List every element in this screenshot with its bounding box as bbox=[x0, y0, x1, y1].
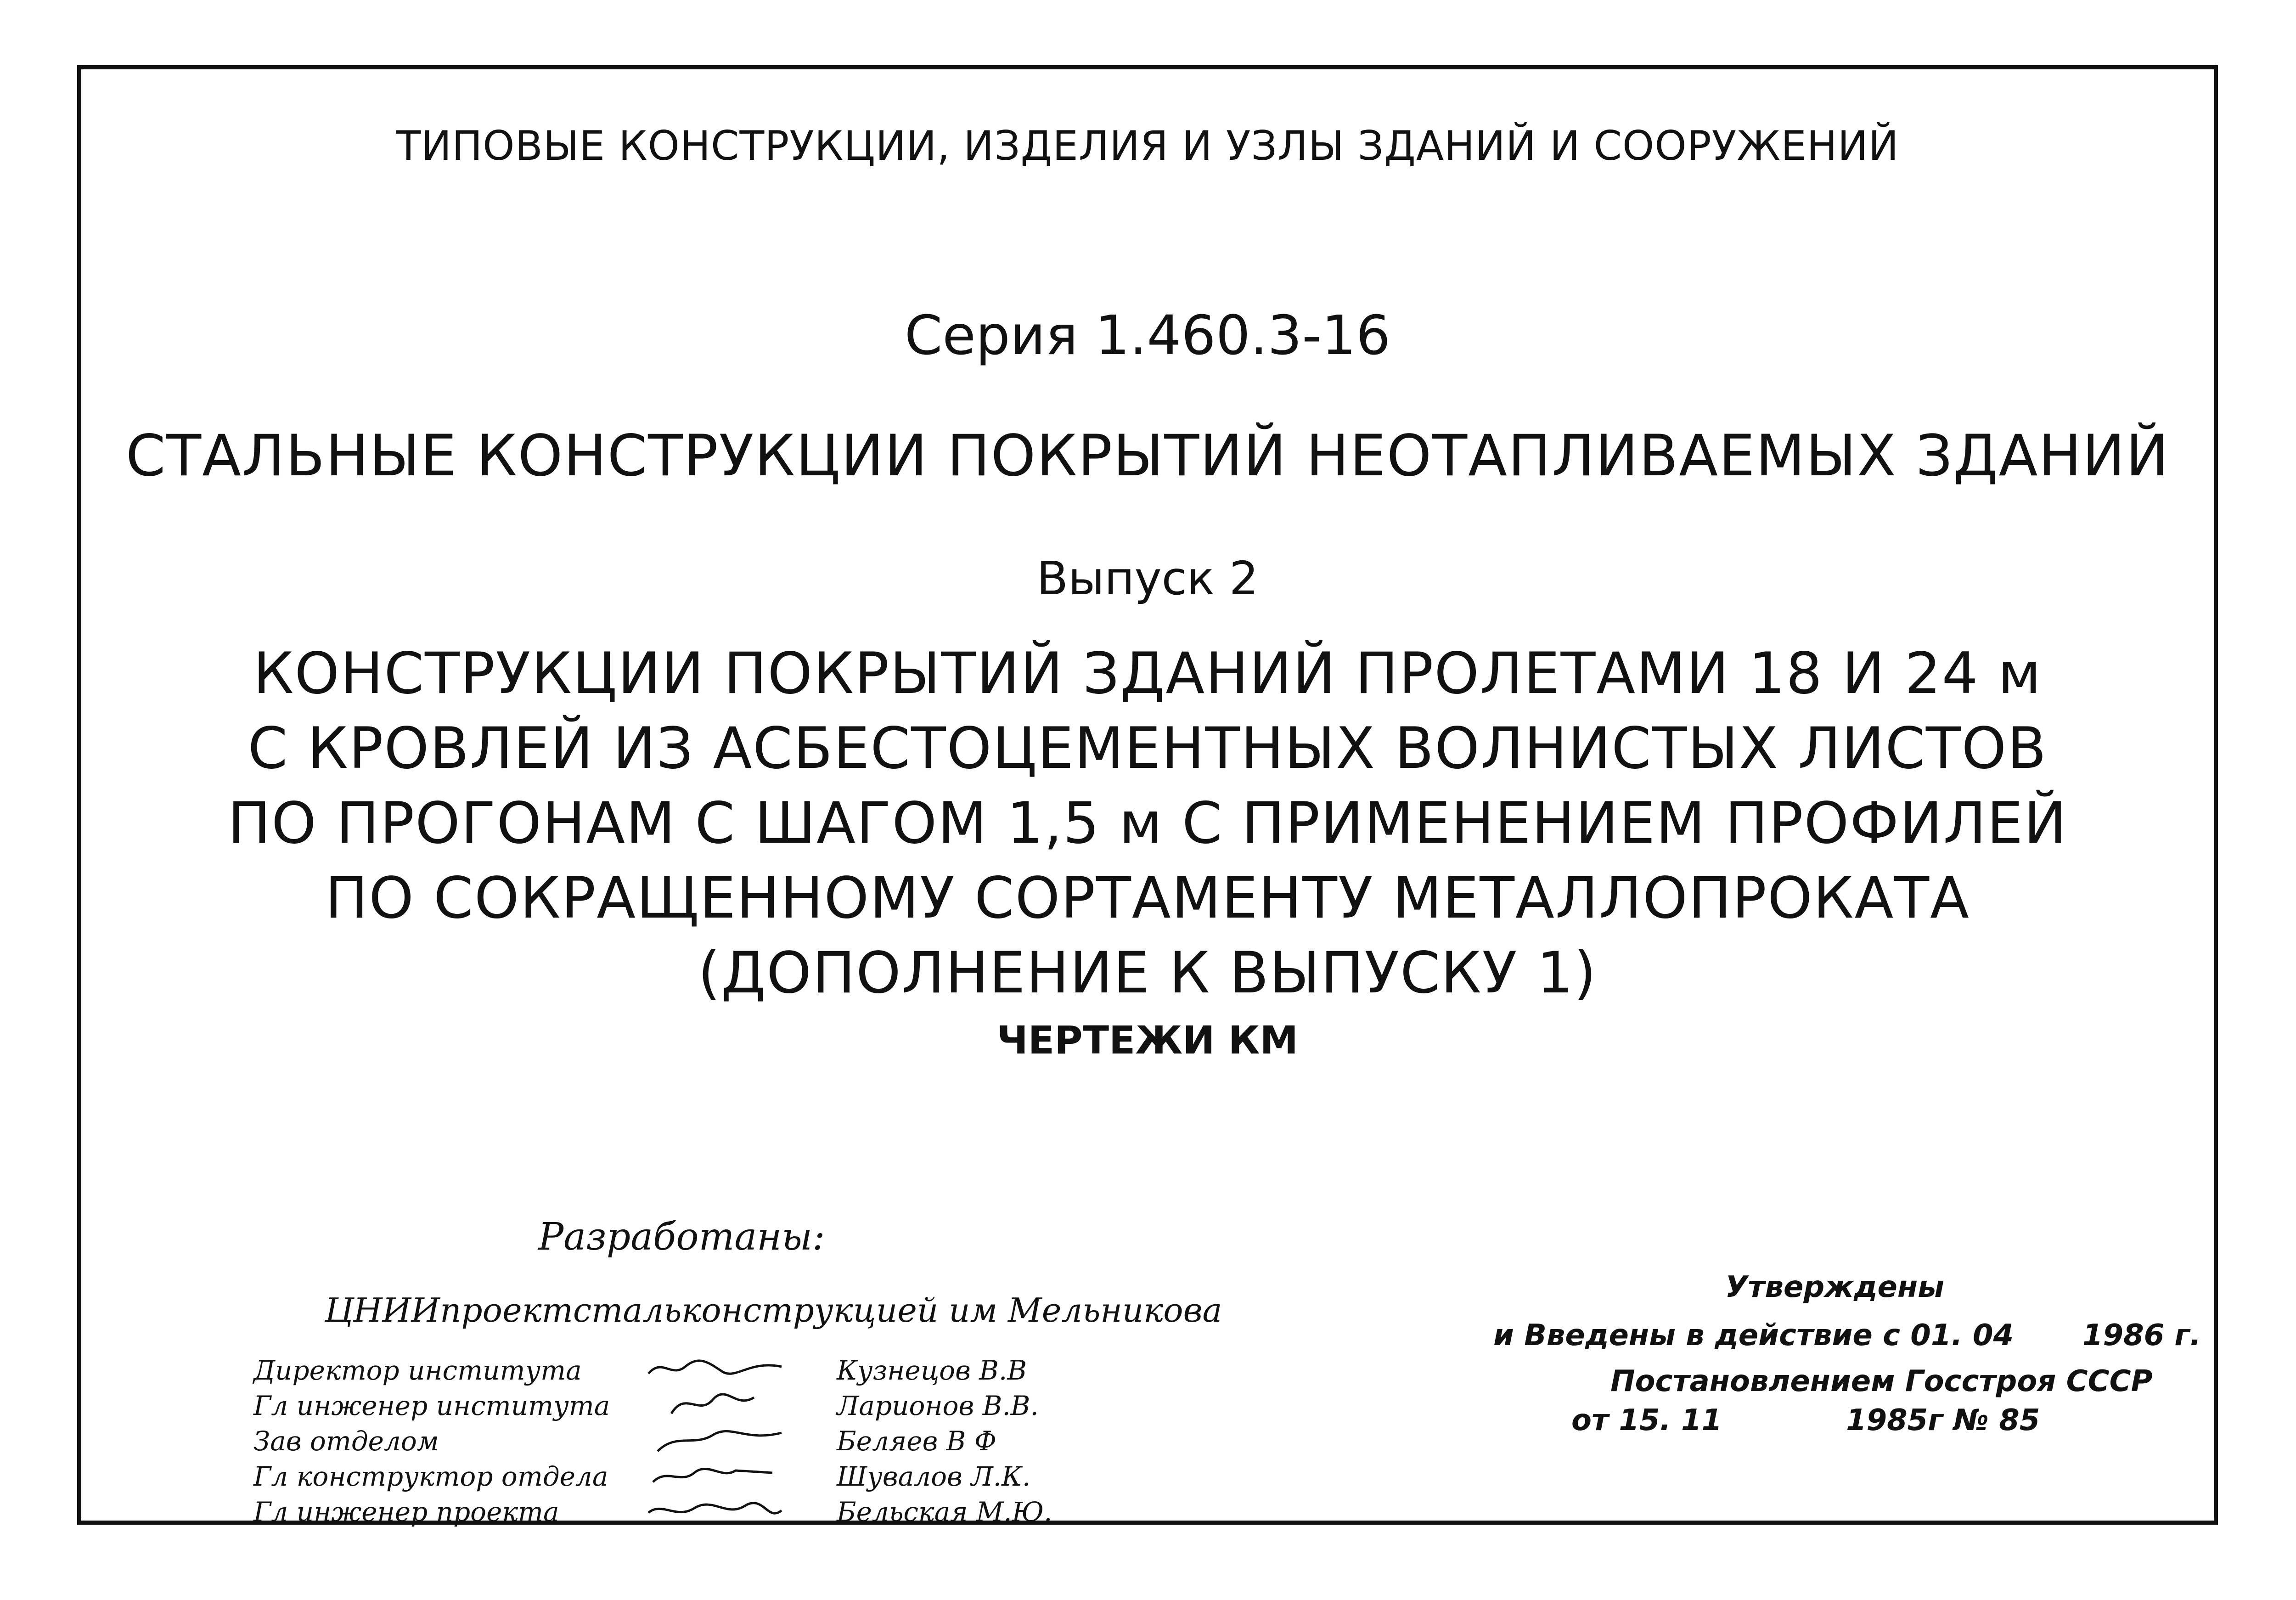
approval-decree: Постановлением Госстроя СССР bbox=[1610, 1364, 2153, 1398]
signature-image bbox=[644, 1388, 786, 1420]
staff-role: Гл инженер института bbox=[253, 1390, 610, 1421]
approval-heading: Утверждены bbox=[1725, 1270, 1945, 1304]
issue-subtitle bbox=[81, 637, 2214, 1011]
decree-number: 1985г № 85 bbox=[1846, 1403, 2040, 1437]
staff-role: Зав отделом bbox=[253, 1425, 439, 1457]
staff-name: Ларионов В.В. bbox=[837, 1390, 1039, 1421]
approval-effective bbox=[1493, 1318, 2201, 1352]
subtitle-line: С КРОВЛЕЙ ИЗ АСБЕСТОЦЕМЕНТНЫХ ВОЛНИСТЫХ ЛИСТОВ bbox=[248, 715, 2048, 782]
issue-number: Выпуск 2 bbox=[1036, 552, 1259, 605]
staff-role: Гл инженер проекта bbox=[253, 1496, 559, 1527]
staff-role: Директор института bbox=[253, 1355, 582, 1386]
developer-organization: ЦНИИпроектстальконструкцией им Мельникова bbox=[325, 1291, 1222, 1330]
signature-image bbox=[644, 1494, 786, 1527]
subtitle-line: ПО ПРОГОНАМ С ШАГОМ 1,5 м С ПРИМЕНЕНИЕМ ПРОФИЛЕЙ bbox=[227, 790, 2068, 856]
decree-date: от 15. 11 bbox=[1571, 1403, 1722, 1437]
approval-decree-date bbox=[1571, 1403, 2040, 1437]
signature-image bbox=[644, 1459, 786, 1491]
subtitle-line: ПО СОКРАЩЕННОМУ СОРТАМЕНТУ МЕТАЛЛОПРОКАТА bbox=[325, 865, 1970, 931]
staff-name: Бельская М.Ю. bbox=[837, 1496, 1052, 1527]
signature-image bbox=[644, 1424, 786, 1456]
staff-role: Гл конструктор отдела bbox=[253, 1461, 608, 1492]
collection-header: ТИПОВЫЕ КОНСТРУКЦИИ, ИЗДЕЛИЯ И УЗЛЫ ЗДАНИЙ И СООРУЖЕНИЙ bbox=[396, 122, 1899, 169]
subtitle-line: КОНСТРУКЦИИ ПОКРЫТИЙ ЗДАНИЙ ПРОЛЕТАМИ 18 И 24 м bbox=[253, 641, 2042, 707]
effective-date: и Введены в действие с 01. 04 bbox=[1493, 1318, 2014, 1352]
staff-name: Шувалов Л.К. bbox=[837, 1461, 1031, 1492]
document-title: СТАЛЬНЫЕ КОНСТРУКЦИИ ПОКРЫТИЙ НЕОТАПЛИВАЕМЫХ ЗДАНИЙ bbox=[125, 423, 2170, 489]
staff-name: Беляев В Ф bbox=[837, 1425, 996, 1457]
title-block-frame bbox=[77, 65, 2218, 1525]
effective-year: 1986 г. bbox=[2082, 1318, 2201, 1352]
staff-name: Кузнецов В.В bbox=[837, 1355, 1027, 1386]
drawings-label: ЧЕРТЕЖИ КМ bbox=[996, 1018, 1299, 1063]
signature-image bbox=[644, 1353, 786, 1385]
developed-heading: Разработаны: bbox=[538, 1215, 825, 1259]
subtitle-line: (ДОПОЛНЕНИЕ К ВЫПУСКУ 1) bbox=[698, 940, 1597, 1006]
series-number: Серия 1.460.3-16 bbox=[904, 304, 1391, 367]
